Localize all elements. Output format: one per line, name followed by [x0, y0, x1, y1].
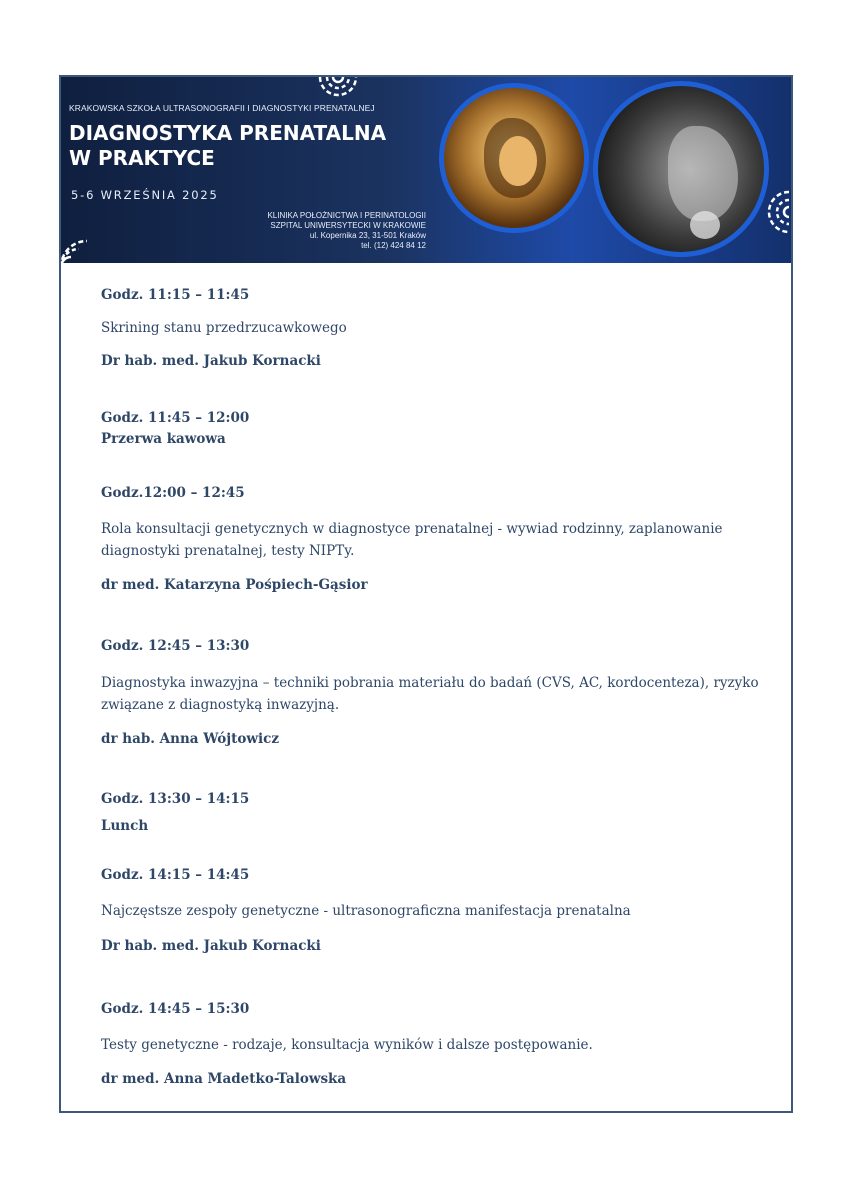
signal-arcs-icon [761, 189, 791, 235]
event-title [69, 121, 386, 171]
session-description: Skrining stanu przedrzucawkowego [101, 320, 347, 336]
session-description: Testy genetyczne - rodzaje, konsultacja wyników i dalsze postępowanie. [101, 1037, 593, 1053]
address-line: ul. Kopernika 23, 31-501 Kraków [309, 231, 426, 240]
session-speaker: Dr hab. med. Jakub Kornacki [101, 353, 321, 369]
session-description: Diagnostyka inwazyjna – techniki pobrania materiału do badań (CVS, AC, kordocenteza), ryzyko związane z diagnostyką inwazyjną. [101, 675, 759, 713]
signal-arcs-icon [61, 237, 91, 263]
venue-address [221, 211, 426, 251]
session-speaker: dr med. Katarzyna Pośpiech-Gąsior [101, 577, 368, 593]
session-description: Najczęstsze zespoły genetyczne - ultrasonograficzna manifestacja prenatalna [101, 903, 631, 919]
event-title-line2: W PRAKTYCE [69, 146, 215, 170]
session-time: Godz. 11:15 – 11:45 [101, 287, 250, 303]
embryo-head-shape [499, 136, 537, 186]
session-time: Godz. 14:45 – 15:30 [101, 1001, 250, 1017]
address-line: tel. (12) 424 84 12 [361, 241, 426, 250]
address-line: KLINIKA POŁOŻNICTWA I PERINATOLOGII [267, 211, 426, 220]
address-line: SZPITAL UNIWERSYTECKI W KRAKOWIE [270, 221, 426, 230]
session-description: Rola konsultacji genetycznych w diagnostyce prenatalnej - wywiad rodzinny, zaplanowanie diagnostyki prenatalnej, testy NIPTy. [101, 521, 723, 559]
break-label: Przerwa kawowa [101, 431, 226, 447]
document-frame [59, 75, 793, 1113]
ultrasound-3d-image [439, 83, 589, 233]
ultrasound-profile-image [593, 81, 769, 257]
session-time: Godz. 12:45 – 13:30 [101, 638, 250, 654]
session-time: Godz.12:00 – 12:45 [101, 485, 245, 501]
event-title-line1: DIAGNOSTYKA PRENATALNA [69, 121, 387, 145]
break-label: Lunch [101, 818, 149, 834]
session-speaker: Dr hab. med. Jakub Kornacki [101, 938, 321, 954]
session-time: Godz. 14:15 – 14:45 [101, 867, 250, 883]
header-banner [61, 77, 791, 263]
fetal-profile-shape [668, 126, 738, 221]
organizer-name: KRAKOWSKA SZKOŁA ULTRASONOGRAFII I DIAGNOSTYKI PRENATALNEJ [69, 103, 375, 113]
fetal-hand-shape [690, 211, 720, 239]
event-dates: 5-6 WRZEŚNIA 2025 [71, 188, 219, 202]
signal-arcs-icon [316, 77, 360, 99]
session-speaker: dr med. Anna Madetko-Talowska [101, 1071, 347, 1087]
session-time: Godz. 13:30 – 14:15 [101, 791, 250, 807]
session-time: Godz. 11:45 – 12:00 [101, 410, 250, 426]
session-speaker: dr hab. Anna Wójtowicz [101, 731, 280, 747]
